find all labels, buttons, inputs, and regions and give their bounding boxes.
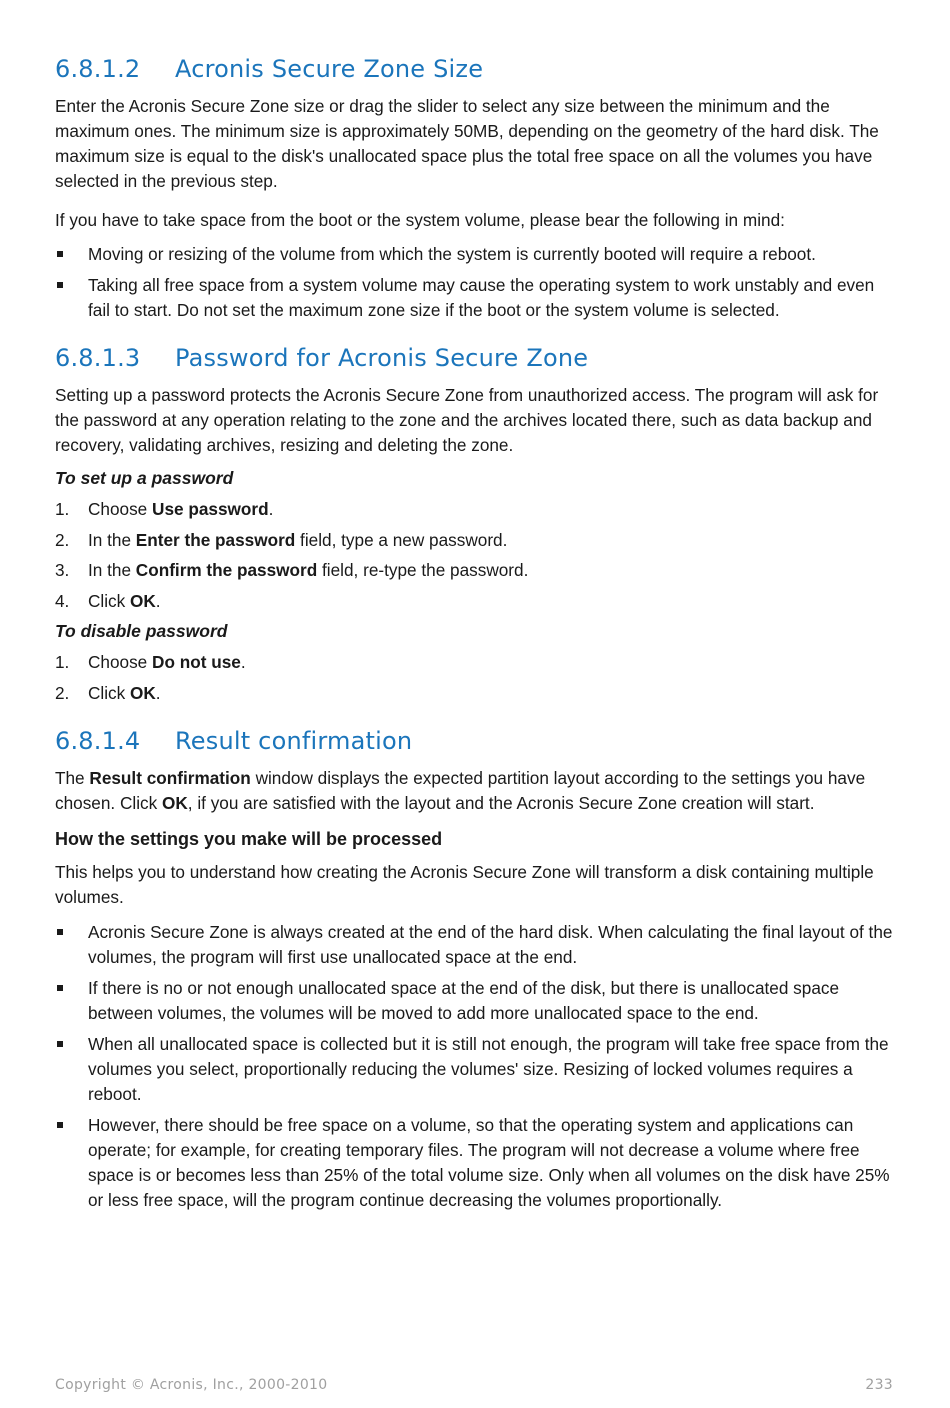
subheading: How the settings you make will be processed xyxy=(55,828,443,849)
list-item: Taking all free space from a system volume may cause the operating system to work unstably and even fail to start. Do not set the maximum zone size if the boot or the system volume is selected. xyxy=(55,273,895,323)
list-item: However, there should be free space on a volume, so that the operating system and applications can operate; for example, for creating temporary files. The program will not decrease a volume where free space is or becomes less than 25% of the total volume size. Only when all volumes on the disk have 25% or less free space, will the program continue decreasing the volumes proportionally. xyxy=(55,1113,895,1213)
list-item: 1. Choose Use password. xyxy=(55,499,274,519)
numbered-list xyxy=(55,650,895,706)
copyright-text: Copyright © Acronis, Inc., 2000-2010 xyxy=(55,1377,328,1393)
list-item: Acronis Secure Zone is always created at the end of the hard disk. When calculating the final layout of the volumes, the program will first use unallocated space at the end. xyxy=(55,920,895,970)
paragraph: This helps you to understand how creating the Acronis Secure Zone will transform a disk containing multiple volumes. xyxy=(55,861,874,907)
procedure-title: To set up a password xyxy=(55,468,234,488)
bullet-list xyxy=(55,920,895,1213)
list-item: 1. Choose Do not use. xyxy=(55,652,246,672)
paragraph: The Result confirmation window displays the expected partition layout according to the settings you have chosen. Click OK, if you are satisfied with the layout and the Acronis Secure Zone creation will start. xyxy=(55,767,866,813)
section-title: Result confirmation xyxy=(175,726,413,755)
page-footer xyxy=(55,1377,893,1393)
list-item: Moving or resizing of the volume from which the system is currently booted will require a reboot. xyxy=(55,242,895,267)
square-bullet-icon xyxy=(57,1041,63,1047)
list-item: 2. In the Enter the password field, type a new password. xyxy=(55,529,508,550)
section-title: Password for Acronis Secure Zone xyxy=(175,344,589,372)
square-bullet-icon xyxy=(57,1122,63,1128)
paragraph: If you have to take space from the boot or the system volume, please bear the following in mind: xyxy=(55,210,785,230)
square-bullet-icon xyxy=(57,251,63,257)
numbered-list xyxy=(55,497,895,614)
bullet-list xyxy=(55,242,895,323)
page-content xyxy=(55,52,895,1219)
paragraph: Setting up a password protects the Acronis Secure Zone from unauthorized access. The program will ask for the password at any operation relating to the zone and the archives located there, such as data backup and recovery, validating archives, resizing and deleting the zone. xyxy=(55,385,879,455)
list-item: 3. In the Confirm the password field, re-type the password. xyxy=(55,560,529,580)
list-item: 4. Click OK. xyxy=(55,590,161,611)
paragraph: Enter the Acronis Secure Zone size or drag the slider to select any size between the minimum and the maximum ones. The minimum size is approximately 50MB, depending on the geometry of the hard disk. The maximum size is equal to the disk's unallocated space plus the total free space on all the volumes you have selected in the previous step. xyxy=(55,96,879,191)
square-bullet-icon xyxy=(57,282,63,288)
section-heading-size xyxy=(55,52,895,86)
list-item: When all unallocated space is collected but it is still not enough, the program will take free space from the volumes you select, proportionally reducing the volumes' size. Resizing of locked volumes requires a reboot. xyxy=(55,1032,895,1107)
section-heading-password xyxy=(55,341,895,375)
section-number: 6.8.1.2 xyxy=(55,55,141,83)
page-number: 233 xyxy=(865,1377,893,1393)
section-title: Acronis Secure Zone Size xyxy=(175,55,484,83)
section-number: 6.8.1.3 xyxy=(55,344,141,372)
section-number: 6.8.1.4 xyxy=(55,726,141,755)
square-bullet-icon xyxy=(57,929,63,935)
list-item: If there is no or not enough unallocated space at the end of the disk, but there is unallocated space between volumes, the volumes will be moved to add more unallocated space to the end. xyxy=(55,976,895,1026)
square-bullet-icon xyxy=(57,985,63,991)
list-item: 2. Click OK. xyxy=(55,682,161,703)
section-heading-result xyxy=(55,724,895,758)
procedure-title: To disable password xyxy=(55,621,228,641)
